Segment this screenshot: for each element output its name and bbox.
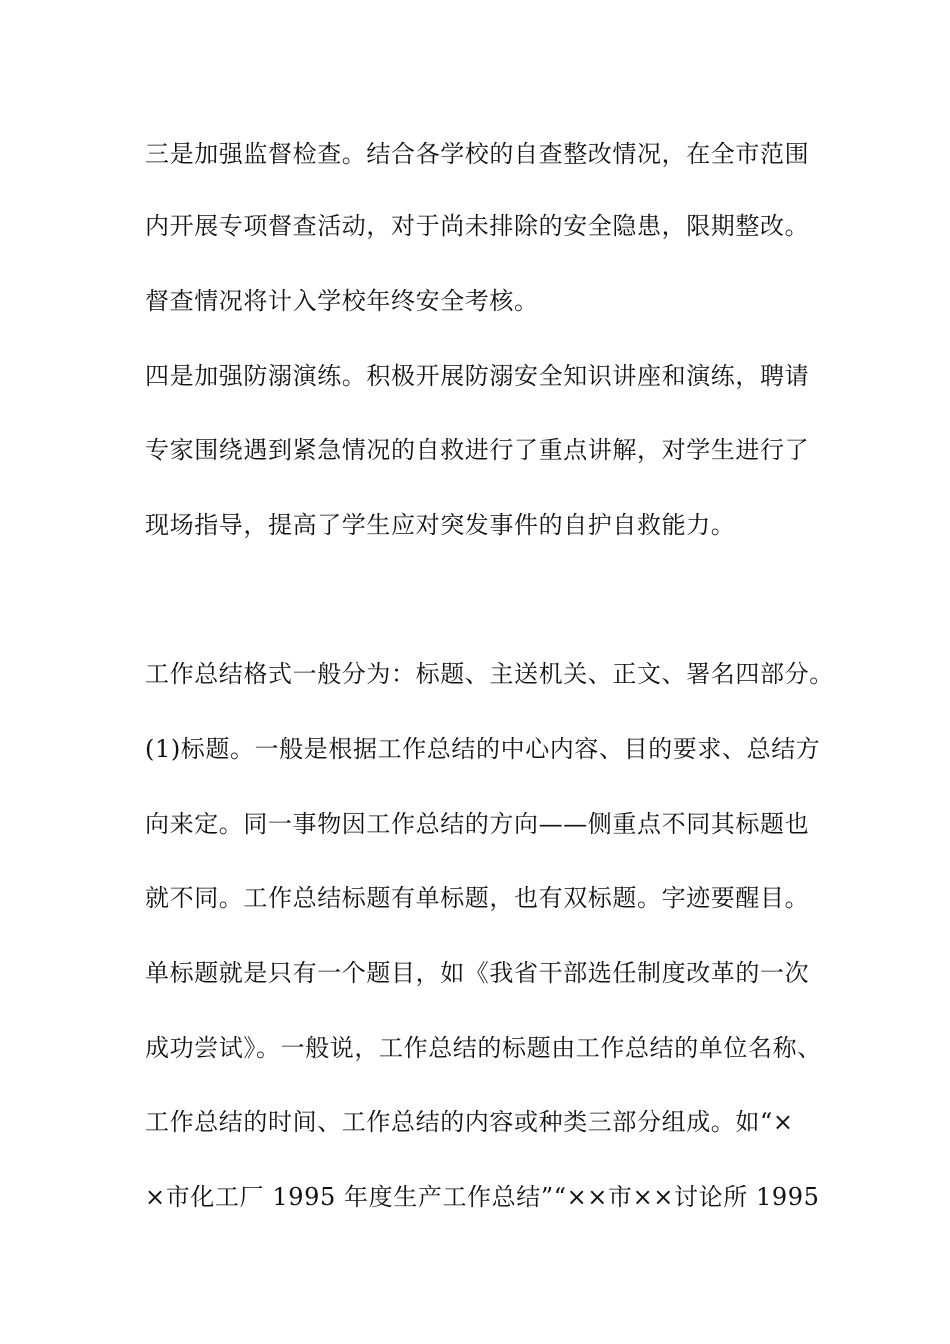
paragraph-line: 工作总结的时间、工作总结的内容或种类三部分组成。如“× <box>145 1108 794 1136</box>
paragraph-line: 现场指导，提高了学生应对突发事件的自护自救能力。 <box>145 511 736 539</box>
paragraph-line: 成功尝试》。一般说，工作总结的标题由工作总结的单位名称、 <box>145 1034 822 1062</box>
paragraph-line: 四是加强防溺演练。积极开展防溺安全知识讲座和演练，聘请 <box>145 362 810 390</box>
paragraph-line: ×市化工厂 1995 年度生产工作总结”“××市××讨论所 1995 <box>145 1183 820 1211</box>
paragraph-line: 专家围绕遇到紧急情况的自救进行了重点讲解，对学生进行了 <box>145 436 810 464</box>
paragraph-line: 三是加强监督检查。结合各学校的自查整改情况，在全市范围 <box>145 140 810 168</box>
paragraph-line: 单标题就是只有一个题目，如《我省干部选任制度改革的一次 <box>145 959 810 987</box>
paragraph-line: 督查情况将计入学校年终安全考核。 <box>145 287 539 315</box>
paragraph-line: 向来定。同一事物因工作总结的方向——侧重点不同其标题也 <box>145 810 810 838</box>
paragraph-line: (1)标题。一般是根据工作总结的中心内容、目的要求、总结方 <box>145 735 821 763</box>
paragraph-line: 工作总结格式一般分为：标题、主送机关、正文、署名四部分。 <box>145 660 834 688</box>
paragraph-line: 内开展专项督查活动，对于尚未排除的安全隐患，限期整改。 <box>145 212 810 240</box>
paragraph-line: 就不同。工作总结标题有单标题，也有双标题。字迹要醒目。 <box>145 884 810 912</box>
